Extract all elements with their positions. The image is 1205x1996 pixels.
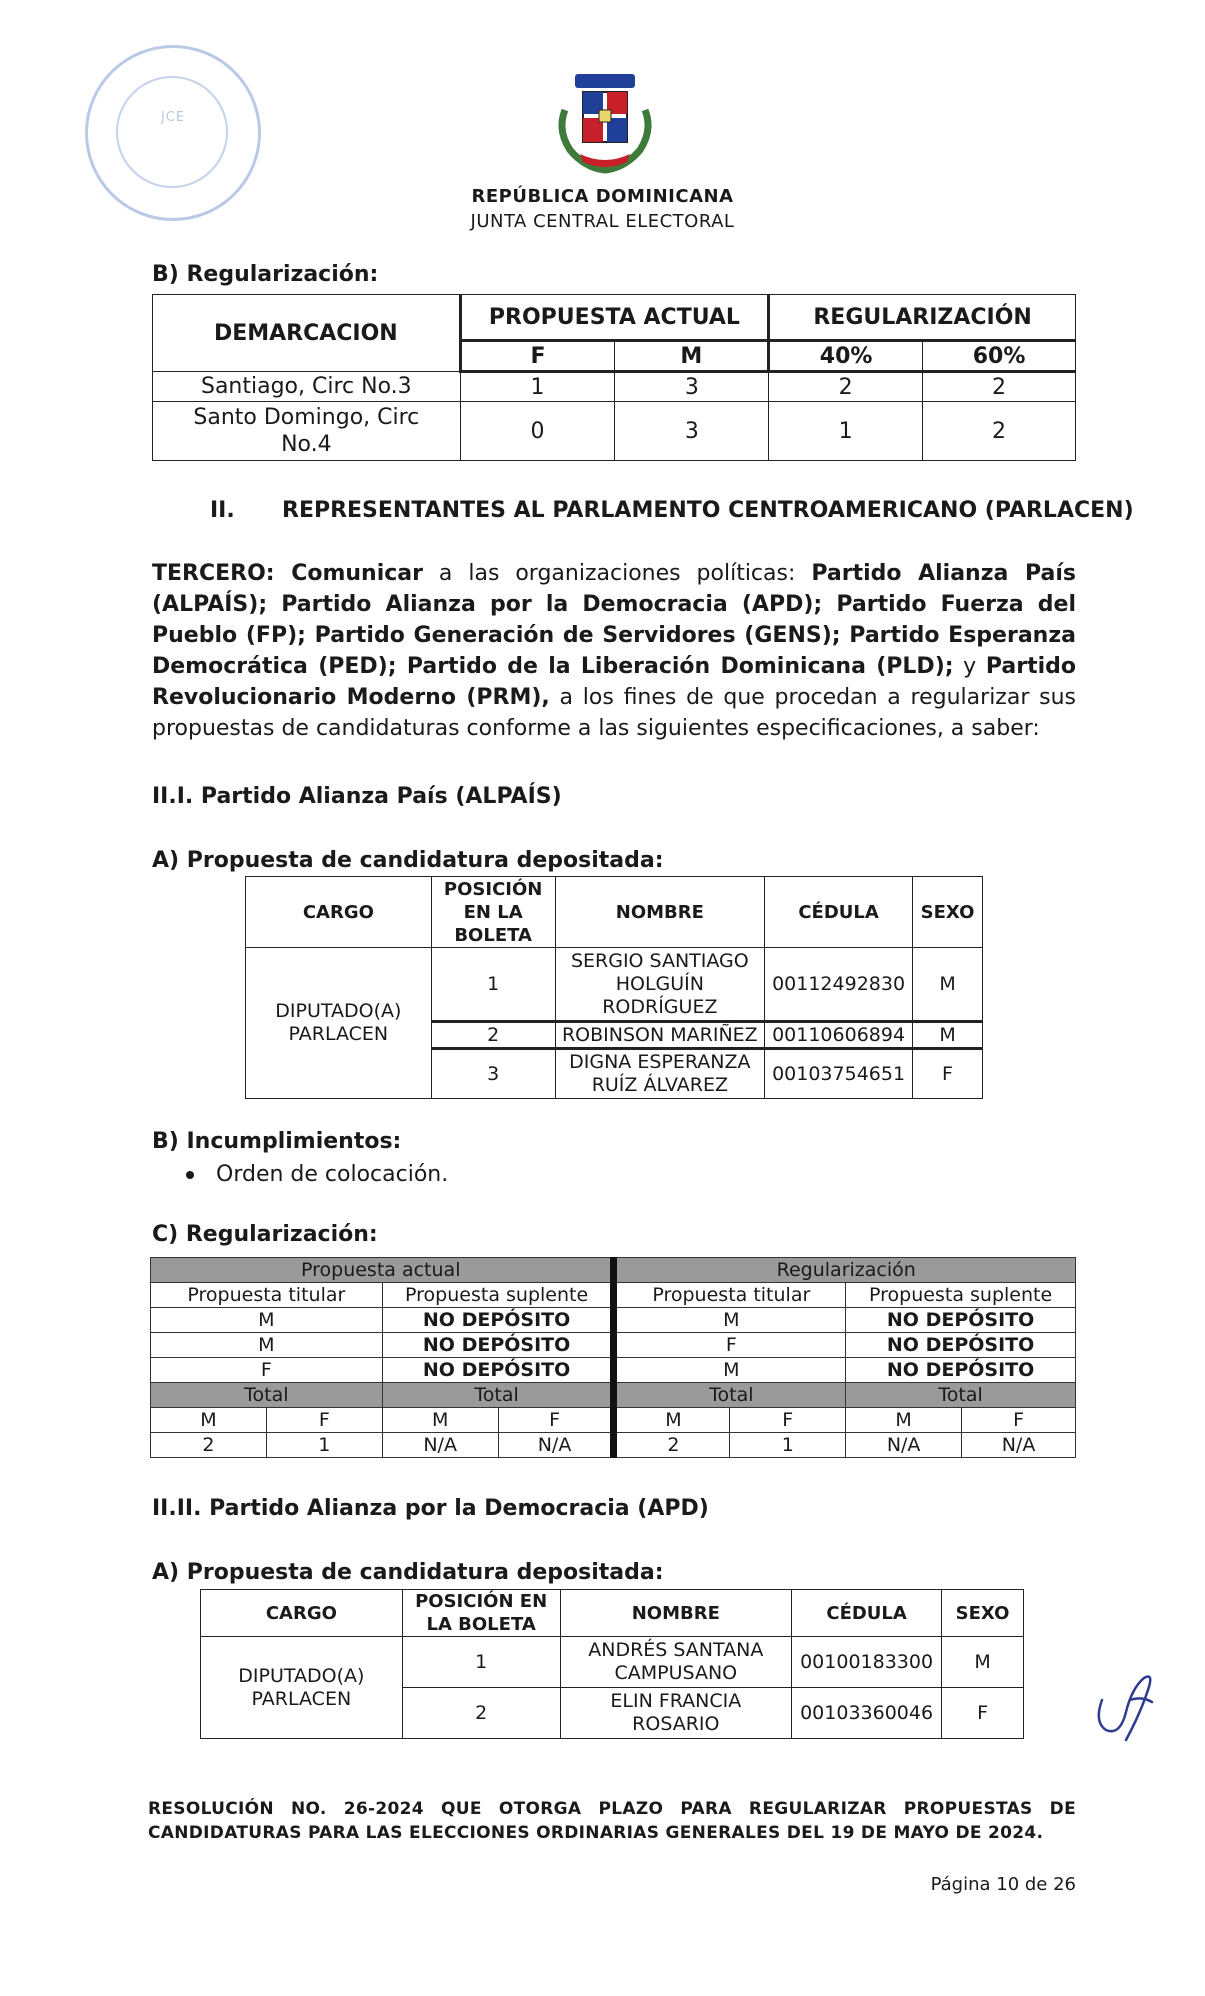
section-ii-number: II. [210, 498, 235, 523]
reg-left-suplente: Propuesta suplente [382, 1283, 614, 1308]
reg-total-value: N/A [382, 1433, 498, 1458]
tercero-lead: TERCERO: Comunicar [152, 561, 423, 586]
alpais-regularizacion-table [150, 1257, 1076, 1458]
demarcacion-cell: Santiago, Circ No.3 [153, 372, 461, 402]
table-row [151, 1333, 1076, 1358]
f-cell: 0 [460, 402, 615, 461]
h-posicion [431, 877, 555, 948]
sexo-cell: M [913, 948, 983, 1022]
sexo-cell: M [913, 1022, 983, 1049]
table-row [201, 1637, 1024, 1688]
cedula-cell: 00110606894 [765, 1022, 913, 1049]
h-posicion [402, 1590, 560, 1637]
cargo-cell [246, 948, 432, 1099]
h-pos-line: POSICIÓN EN [415, 1591, 548, 1612]
reg-f-label: F [498, 1408, 614, 1433]
reg-f-label: F [266, 1408, 382, 1433]
table-row [151, 1433, 1076, 1458]
f-cell: 1 [460, 372, 615, 402]
reg-total-value: N/A [962, 1433, 1076, 1458]
tercero-parties-1: Partido Alianza País (ALPAÍS); Partido Alianza por la Democracia (APD); Partido Fuerza del Pueblo (FP); Partido Generación de Servidores (GENS); Partido Esperanza Democrática (PED); Partido de la Liberación Dominicana (PLD); [152, 561, 1076, 679]
h-cedula: CÉDULA [765, 877, 913, 948]
reg-right-suplente: Propuesta suplente [846, 1283, 1076, 1308]
header-country: REPÚBLICA DOMINICANA [471, 186, 734, 207]
table-row [151, 1358, 1076, 1383]
reg-total-label: Total [846, 1383, 1076, 1408]
nombre-line: HOLGUÍN [615, 972, 704, 995]
h-cedula: CÉDULA [792, 1590, 942, 1637]
reg-left-title: Propuesta actual [151, 1258, 614, 1283]
nombre-cell [560, 1637, 792, 1688]
seal-text: JCE [160, 110, 186, 125]
reg-total-value: 1 [266, 1433, 382, 1458]
regularizacion-table [152, 294, 1076, 461]
sexo-cell: F [942, 1688, 1024, 1739]
header-institution: JUNTA CENTRAL ELECTORAL [470, 211, 735, 232]
reg-cell: NO DEPÓSITO [846, 1358, 1076, 1383]
tercero-text-3: a los fines de que procedan a regularizar sus propuestas de candidaturas conforme a las siguientes especificaciones, a saber: [152, 685, 1076, 741]
reg-total-label: Total [151, 1383, 383, 1408]
h-sexo: SEXO [942, 1590, 1024, 1637]
reg-f-label: F [730, 1408, 846, 1433]
nombre-line: CAMPUSANO [614, 1662, 738, 1684]
reg-total-label: Total [382, 1383, 614, 1408]
alpais-title: II.I. Partido Alianza País (ALPAÍS) [152, 784, 562, 809]
reg-cell: F [151, 1358, 383, 1383]
demarcacion-line: Santo Domingo, Circ [193, 405, 420, 430]
h-pos-line: LA BOLETA [426, 1614, 536, 1635]
nombre-line: RUÍZ ÁLVAREZ [591, 1074, 728, 1096]
h-pos-line: POSICIÓN [443, 878, 543, 900]
pos-cell: 1 [431, 948, 555, 1022]
alpais-c-title: C) Regularización: [152, 1222, 378, 1247]
reg-total-label: Total [614, 1383, 846, 1408]
table-row [246, 948, 983, 1022]
h-pos-line: BOLETA [454, 924, 532, 946]
tercero-parties-2: Partido Revolucionario Moderno (PRM), [152, 654, 1076, 710]
pos-cell: 2 [402, 1688, 560, 1739]
sub-f: F [460, 341, 615, 372]
tercero-text-1: a las organizaciones políticas: [422, 561, 812, 586]
section-ii-title: REPRESENTANTES AL PARLAMENTO CENTROAMERICANO (PARLACEN) [282, 498, 1134, 523]
cedula-cell: 00100183300 [792, 1637, 942, 1688]
pos-cell: 3 [431, 1049, 555, 1099]
nombre-cell [555, 948, 765, 1022]
reg-m-label: M [382, 1408, 498, 1433]
h-nombre: NOMBRE [555, 877, 765, 948]
p40-cell: 1 [769, 402, 923, 461]
reg-cell: NO DEPÓSITO [382, 1308, 614, 1333]
bullet-icon [186, 1171, 194, 1179]
p40-cell: 2 [769, 372, 923, 402]
reg-cell: F [614, 1333, 846, 1358]
alpais-a-title: A) Propuesta de candidatura depositada: [152, 848, 664, 873]
reg-cell: NO DEPÓSITO [846, 1333, 1076, 1358]
cargo-line: PARLACEN [288, 1023, 389, 1045]
reg-total-value: N/A [846, 1433, 962, 1458]
reg-cell: M [614, 1358, 846, 1383]
reg-total-value: 1 [730, 1433, 846, 1458]
coat-of-arms-icon [555, 70, 655, 175]
section-ii-heading [210, 498, 1134, 523]
section-b-title: B) Regularización: [152, 262, 379, 287]
page-number: Página 10 de 26 [930, 1874, 1076, 1895]
reg-right-titular: Propuesta titular [614, 1283, 846, 1308]
demarcacion-line: No.4 [281, 432, 332, 457]
reg-cell: NO DEPÓSITO [382, 1358, 614, 1383]
sub-m: M [615, 341, 769, 372]
sub-60: 60% [923, 341, 1076, 372]
cedula-cell: 00112492830 [765, 948, 913, 1022]
sexo-cell: F [913, 1049, 983, 1099]
reg-total-value: 2 [614, 1433, 730, 1458]
pos-cell: 1 [402, 1637, 560, 1688]
cargo-line: DIPUTADO(A) [238, 1664, 365, 1687]
resolution-footer: RESOLUCIÓN NO. 26-2024 QUE OTORGA PLAZO PARA REGULARIZAR PROPUESTAS DE CANDIDATURAS PARA LAS ELECCIONES ORDINARIAS GENERALES DEL 19 DE MAYO DE 2024. [148, 1799, 1076, 1843]
seal-inner-ring [116, 76, 228, 188]
tercero-paragraph [152, 558, 1076, 744]
reg-left-titular: Propuesta titular [151, 1283, 383, 1308]
h-cargo: CARGO [201, 1590, 403, 1637]
sexo-cell: M [942, 1637, 1024, 1688]
nombre-line: ROSARIO [632, 1713, 720, 1735]
nombre-cell: ROBINSON MARIÑEZ [555, 1022, 765, 1049]
signature-icon [1090, 1660, 1160, 1750]
tercero-text-2: y [953, 654, 986, 679]
h-sexo: SEXO [913, 877, 983, 948]
nombre-cell [555, 1049, 765, 1099]
reg-total-value: N/A [498, 1433, 614, 1458]
reg-cell: NO DEPÓSITO [382, 1333, 614, 1358]
cargo-cell [201, 1637, 403, 1739]
nombre-line: ELIN FRANCIA [610, 1690, 742, 1712]
col-propuesta-actual: PROPUESTA ACTUAL [460, 295, 769, 341]
reg-f-label: F [962, 1408, 1076, 1433]
reg-cell: M [614, 1308, 846, 1333]
table-row [153, 372, 1076, 402]
table-row [153, 402, 1076, 461]
alpais-candidates-table [245, 876, 983, 1099]
cargo-line: PARLACEN [251, 1687, 352, 1710]
nombre-line: RODRÍGUEZ [602, 995, 718, 1018]
pos-cell: 2 [431, 1022, 555, 1049]
demarcacion-cell [153, 402, 461, 461]
p60-cell: 2 [923, 402, 1076, 461]
cargo-line: DIPUTADO(A) [275, 1000, 402, 1022]
reg-right-title: Regularización [614, 1258, 1076, 1283]
nombre-line: SERGIO SANTIAGO [570, 949, 749, 972]
col-regularizacion: REGULARIZACIÓN [769, 295, 1076, 341]
m-cell: 3 [615, 372, 769, 402]
h-cargo: CARGO [246, 877, 432, 948]
nombre-line: ANDRÉS SANTANA [588, 1639, 764, 1661]
table-row [151, 1308, 1076, 1333]
reg-m-label: M [151, 1408, 267, 1433]
cedula-cell: 00103360046 [792, 1688, 942, 1739]
reg-m-label: M [614, 1408, 730, 1433]
apd-candidates-table [200, 1589, 1024, 1739]
sub-40: 40% [769, 341, 923, 372]
m-cell: 3 [615, 402, 769, 461]
reg-m-label: M [846, 1408, 962, 1433]
reg-cell: NO DEPÓSITO [846, 1308, 1076, 1333]
reg-cell: M [151, 1333, 383, 1358]
apd-a-title: A) Propuesta de candidatura depositada: [152, 1560, 664, 1585]
h-nombre: NOMBRE [560, 1590, 792, 1637]
apd-title: II.II. Partido Alianza por la Democracia (APD) [152, 1496, 709, 1521]
reg-total-value: 2 [151, 1433, 267, 1458]
nombre-line: DIGNA ESPERANZA [569, 1051, 751, 1073]
incumplimiento-item [186, 1159, 448, 1190]
p60-cell: 2 [923, 372, 1076, 402]
col-demarcacion: DEMARCACION [153, 295, 461, 372]
cedula-cell: 00103754651 [765, 1049, 913, 1099]
incumplimiento-text: Orden de colocación. [216, 1162, 449, 1187]
nombre-cell [560, 1688, 792, 1739]
alpais-b-title: B) Incumplimientos: [152, 1129, 402, 1154]
h-pos-line: EN LA [463, 901, 523, 923]
reg-cell: M [151, 1308, 383, 1333]
